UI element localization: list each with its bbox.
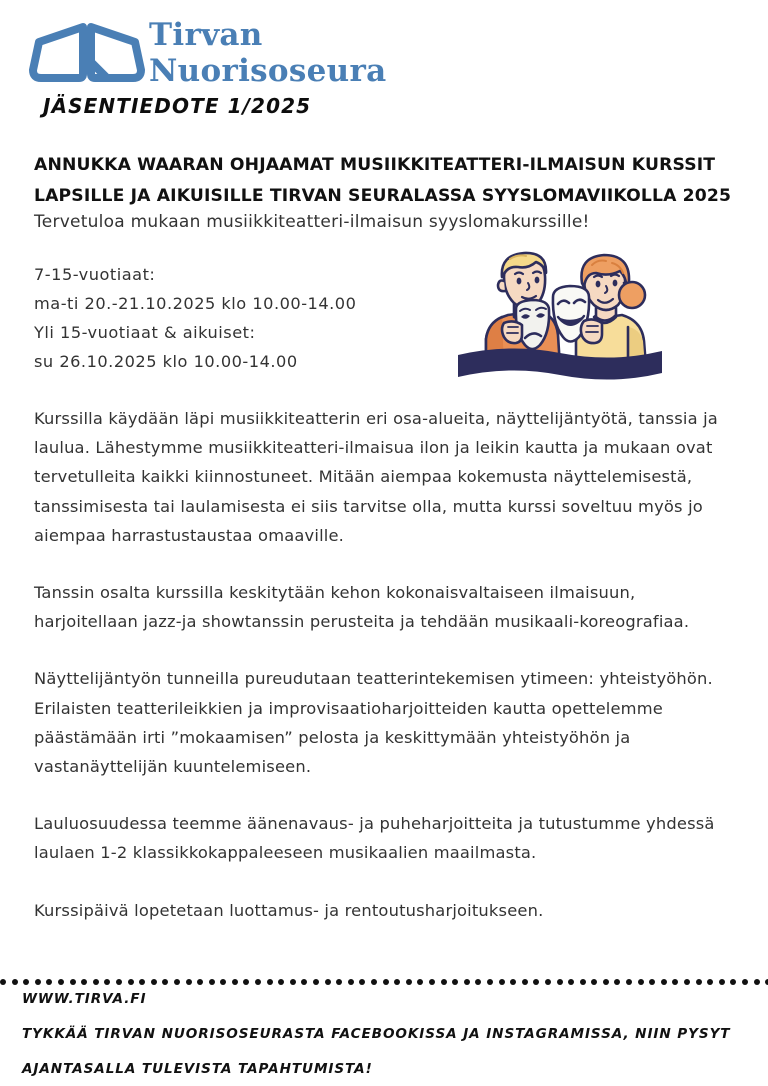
divider-dot [487,979,493,985]
divider-dot [533,979,539,985]
divider-dot [70,979,76,985]
schedule-group2-label: Yli 15-vuotiaat & aikuiset: [34,323,256,342]
divider-dot [116,979,122,985]
body-paragraph: Lauluosuudessa teemme äänenavaus- ja puheharjoitteita ja tutustumme yhdessä laulaen 1-2 klassikkokappaleeseen musikaalien maailmasta. [34,814,715,863]
divider-dot [383,979,389,985]
divider-dot [267,979,273,985]
divider-dot [603,979,609,985]
divider-dot [707,979,713,985]
divider-dot [139,979,145,985]
page-title-line2: LAPSILLE JA AIKUISILLE TIRVAN SEURALASSA SYYSLOMAVIIKOLLA 2025 [34,186,732,206]
divider-dot [522,979,528,985]
divider-dot [278,979,284,985]
divider-dot [742,979,748,985]
divider-dot [626,979,632,985]
divider-dot [510,979,516,985]
tirvan-nuorisoseura-n-mark-icon [21,20,149,90]
page-title [34,150,734,212]
divider-dot [580,979,586,985]
divider-dot [719,979,725,985]
schedule-group1-time: ma-ti 20.-21.10.2025 klo 10.00-14.00 [34,294,357,313]
schedule-group2-time: su 26.10.2025 klo 10.00-14.00 [34,352,298,371]
divider-dot [12,979,18,985]
divider-dot [638,979,644,985]
divider-dot [417,979,423,985]
divider-dot [394,979,400,985]
body-paragraph: Kurssipäivä lopetetaan luottamus- ja rentoutusharjoitukseen. [34,900,544,920]
divider-dot [406,979,412,985]
body-paragraph: Tanssin osalta kurssilla keskitytään kehon kokonaisvaltaiseen ilmaisuun, harjoitellaan jazz-ja showtanssin perusteita ja tehdään musikaali-koreografiaa. [34,583,690,632]
divider-dot [661,979,667,985]
divider-dot [197,979,203,985]
divider-dot [591,979,597,985]
divider-dot [730,979,736,985]
page-header [16,12,756,118]
body-paragraph: Näyttelijäntyön tunneilla pureudutaan teatterintekemisen ytimeen: yhteistyöhön. Erilaisten teatterileikkien ja improvisaatioharjoitteiden kautta opettelemme päästämään irti ”mokaamisen” pelosta ja keskittymään yhteistyöhön ja vastanäyttelijän kuuntelemiseen. [34,669,713,777]
body-paragraph: Kurssilla käydään läpi musiikkiteatterin eri osa-alueita, näyttelijäntyötä, tanssia ja laulua. Lähestymme musiikkiteatteri-ilmaisua ilon ja leikin kautta ja mukaan ovat tervetulleita kaikki kiinnostuneet. Mitään aiempaa kokemusta näyttelemisestä, tanssimisesta tai laulamisesta ei siis tarvitse olla, mutta kurssi soveltuu myös jo aiempaa harrastustaustaa omaaville. [34,409,718,545]
divider-dot [290,979,296,985]
divider-dot [128,979,134,985]
divider-dot [104,979,110,985]
divider-dot [162,979,168,985]
divider-dot [0,979,6,985]
divider-dot [475,979,481,985]
divider-dot [220,979,226,985]
body-content [34,404,740,925]
theatre-masks-illustration-icon [452,243,668,383]
divider-dot [35,979,41,985]
divider-dot [371,979,377,985]
divider-dot [58,979,64,985]
website-url[interactable]: WWW.TIRVA.FI [22,991,147,1007]
divider-dot [464,979,470,985]
divider-dot [313,979,319,985]
divider-dot [81,979,87,985]
divider-dot [452,979,458,985]
divider-dot [174,979,180,985]
dotted-divider [0,977,768,987]
divider-dot [209,979,215,985]
divider-dot [336,979,342,985]
divider-dot [255,979,261,985]
schedule-group1-label: 7-15-vuotiaat: [34,265,156,284]
organization-name [149,17,387,89]
social-media-note-line2: AJANTASALLA TULEVISTA TAPAHTUMISTA! [22,1061,373,1077]
divider-dot [23,979,29,985]
bulletin-number: JÄSENTIEDOTE 1/2025 [43,94,312,118]
organization-name-line2: Nuorisoseura [149,53,387,89]
page-footer [22,991,742,1077]
organization-name-line1: Tirvan [149,17,263,53]
divider-dot [614,979,620,985]
divider-dot [545,979,551,985]
divider-dot [499,979,505,985]
divider-dot [672,979,678,985]
divider-dot [301,979,307,985]
divider-dot [46,979,52,985]
divider-dot [568,979,574,985]
divider-dot [429,979,435,985]
divider-dot [359,979,365,985]
welcome-text: Tervetuloa mukaan musiikkiteatteri-ilmaisun syyslomakurssille! [34,212,590,232]
divider-dot [243,979,249,985]
divider-dot [151,979,157,985]
divider-dot [186,979,192,985]
divider-dot [754,979,760,985]
divider-dot [441,979,447,985]
divider-dot [348,979,354,985]
divider-dot [93,979,99,985]
course-schedule [34,260,434,376]
social-media-note-line1: TYKKÄÄ TIRVAN NUORISOSEURASTA FACEBOOKISSA JA INSTAGRAMISSA, NIIN PYSYT [22,1026,731,1042]
divider-dot [232,979,238,985]
divider-dot [696,979,702,985]
divider-dot [325,979,331,985]
page-title-line1: ANNUKKA WAARAN OHJAAMAT MUSIIKKITEATTERI-ILMAISUN KURSSIT [34,155,716,175]
divider-dot [684,979,690,985]
divider-dot [557,979,563,985]
divider-dot [649,979,655,985]
